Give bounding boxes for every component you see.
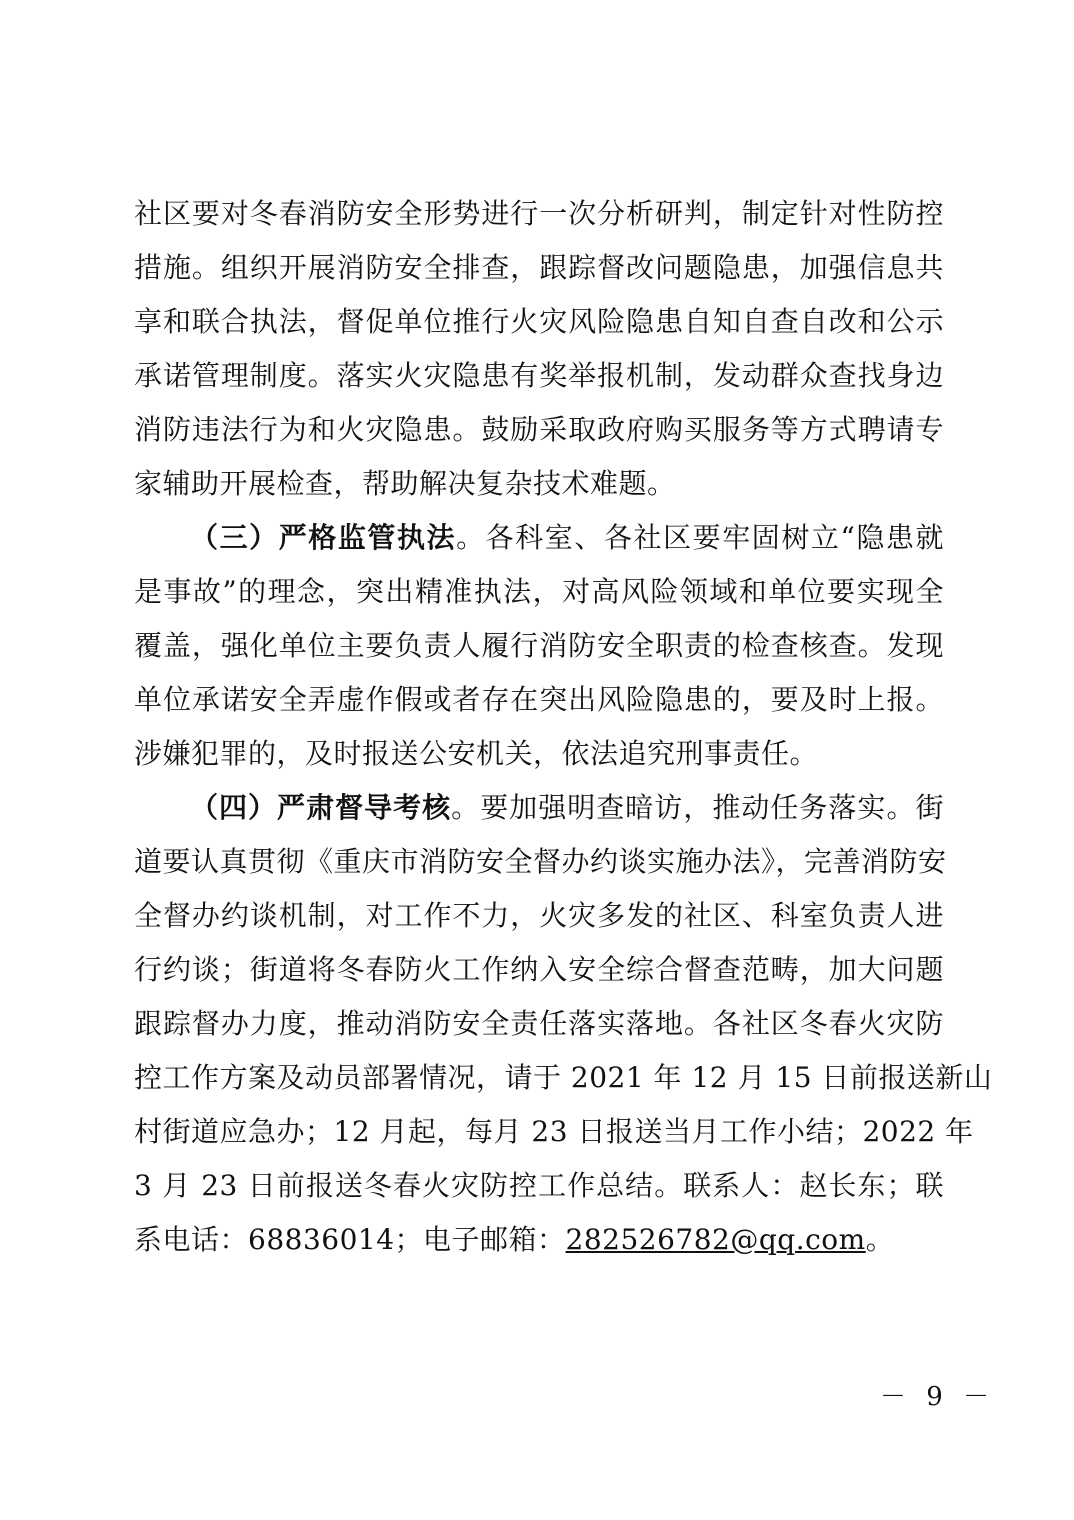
paragraph-line: 涉嫌犯罪的，及时报送公安机关，依法追究刑事责任。 <box>134 737 819 770</box>
paragraph-line: 覆盖，强化单位主要负责人履行消防安全职责的检查核查。发现 <box>134 629 944 662</box>
paragraph-text: 。各科室、各社区要牢固树立“隐患就 <box>456 521 944 554</box>
paragraph-line: 措施。组织开展消防安全排查，跟踪督改问题隐患，加强信息共 <box>134 251 944 284</box>
paragraph-last-line <box>134 1213 944 1267</box>
paragraph-line: 享和联合执法，督促单位推行火灾风险隐患自知自查自改和公示 <box>134 305 944 338</box>
paragraph-line: 承诺管理制度。落实火灾隐患有奖举报机制，发动群众查找身边 <box>134 359 944 392</box>
email-link[interactable]: 282526782@qq.com <box>565 1223 866 1256</box>
paragraph-first-line <box>134 781 944 835</box>
sentence-end: 。 <box>865 1223 895 1256</box>
paragraph-line: 跟踪督办力度，推动消防安全责任落实落地。各社区冬春火灾防 <box>134 1007 944 1040</box>
page-number: － 9 － <box>880 1382 996 1412</box>
paragraph-line: 控工作方案及动员部署情况，请于 2021 年 12 月 15 日前报送新山 <box>134 1061 993 1094</box>
paragraph-line: 社区要对冬春消防安全形势进行一次分析研判，制定针对性防控 <box>134 197 944 230</box>
paragraph-line: 消防违法行为和火灾隐患。鼓励采取政府购买服务等方式聘请专 <box>134 413 944 446</box>
paragraph-line: 行约谈；街道将冬春防火工作纳入安全综合督查范畴，加大问题 <box>134 953 944 986</box>
document-body <box>134 187 993 1267</box>
paragraph-line: 单位承诺安全弄虚作假或者存在突出风险隐患的，要及时上报。 <box>134 683 944 716</box>
section-heading: （三）严格监管执法 <box>190 521 457 554</box>
paragraph-line: 全督办约谈机制，对工作不力，火灾多发的社区、科室负责人进 <box>134 899 944 932</box>
paragraph-text: 。要加强明查暗访，推动任务落实。街 <box>451 791 944 824</box>
section-heading: （四）严肃督导考核 <box>190 791 452 824</box>
paragraph-line: 3 月 23 日前报送冬春火灾防控工作总结。联系人：赵长东；联 <box>134 1169 944 1202</box>
contact-phone-text: 系电话：68836014；电子邮箱： <box>134 1223 566 1256</box>
paragraph-line: 家辅助开展检查，帮助解决复杂技术难题。 <box>134 467 676 500</box>
paragraph-line: 道要认真贯彻《重庆市消防安全督办约谈实施办法》，完善消防安 <box>134 845 947 878</box>
paragraph-line: 是事故”的理念，突出精准执法，对高风险领域和单位要实现全 <box>134 575 944 608</box>
paragraph-line: 村街道应急办；12 月起，每月 23 日报送当月工作小结；2022 年 <box>134 1115 974 1148</box>
paragraph-first-line <box>134 511 944 565</box>
